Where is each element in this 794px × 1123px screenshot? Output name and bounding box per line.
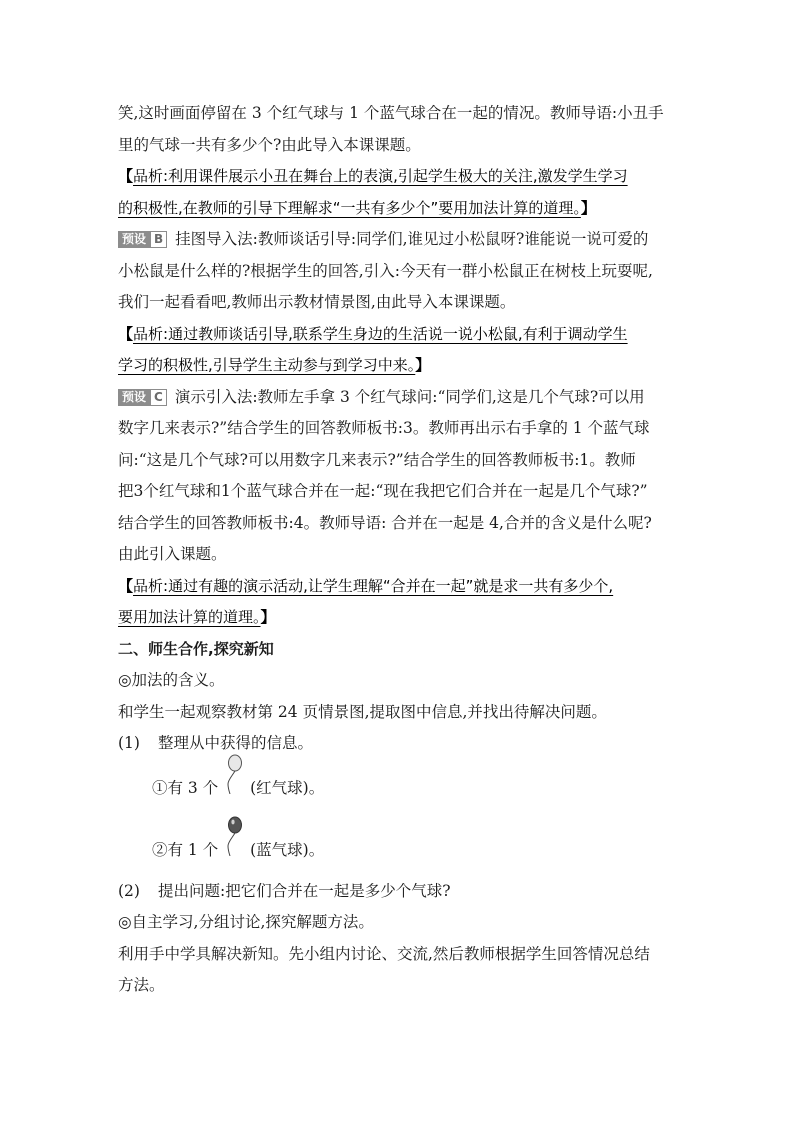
para-line: 和学生一起观察教材第 24 页情景图,提取图中信息,并找出待解决问题。 xyxy=(118,702,607,721)
light-balloon-icon xyxy=(223,754,245,794)
para-line: 方法。 xyxy=(118,976,165,994)
analysis-text: 品析:通过有趣的演示活动,让学生理解“合并在一起”就是求一共有多少个, xyxy=(133,576,614,595)
para-line: 里的气球一共有多少个?由此导入本课课题。 xyxy=(118,135,421,154)
analysis-block-3: 【品析:通过有趣的演示活动,让学生理解“合并在一起”就是求一共有多少个, xyxy=(118,576,614,595)
para-line: 利用手中学具解决新知。先小组内讨论、交流,然后教师根据学生回答情况总结 xyxy=(118,944,650,963)
analysis-text: 品析:利用课件展示小丑在舞台上的表演,引起学生极大的关注,激发学生学习 xyxy=(133,167,628,185)
section-heading: 二、师生合作,探究新知 xyxy=(118,639,274,658)
para-line: 我们一起看看吧,教师出示教材情景图,由此导入本课课题。 xyxy=(118,293,516,311)
para-line: 结合学生的回答教师板书:4。教师导语: 合并在一起是 4,合并的含义是什么呢? xyxy=(118,513,652,532)
preset-badge: 预设 B xyxy=(118,231,167,248)
para-line: 问:“这是几个气球?可以用数字几来表示?”结合学生的回答教师板书:1。教师 xyxy=(118,450,636,469)
para-line: 由此引入课题。 xyxy=(118,545,227,563)
preset-badge: 预设 C xyxy=(118,389,167,406)
preset-letter: C xyxy=(150,389,167,406)
analysis-block-1-cont: 的积极性,在教师的引导下理解求“一共有多少个”要用加法计算的道理。】 xyxy=(118,198,596,217)
analysis-block-2-cont: 学习的积极性,引导学生主动参与到学习中来。】 xyxy=(118,356,431,374)
para-line: 小松鼠是什么样的?根据学生的回答,引入:今天有一群小松鼠正在树枝上玩耍呢, xyxy=(118,261,653,280)
analysis-text: 要用加法计算的道理。 xyxy=(118,608,261,626)
preset-letter: B xyxy=(150,231,167,248)
analysis-text: 的积极性,在教师的引导下理解求“一共有多少个”要用加法计算的道理。 xyxy=(118,198,581,217)
numbered-item-1: (1) 整理从中获得的信息。 xyxy=(118,734,314,752)
analysis-block-1: 【品析:利用课件展示小丑在舞台上的表演,引起学生极大的关注,激发学生学习 xyxy=(118,167,628,185)
document-content xyxy=(118,98,694,1002)
bullet-item: ◎自主学习,分组讨论,探究解题方法。 xyxy=(118,913,374,931)
analysis-block-3-cont: 要用加法计算的道理。】 xyxy=(118,608,276,626)
preset-b: 预设 B 挂图导入法:教师谈话引导:同学们,谁见过小松鼠呀?谁能说一说可爱的 xyxy=(118,224,694,256)
bullet-item: ◎加法的含义。 xyxy=(118,671,225,689)
analysis-block-2: 【品析:通过教师谈话引导,联系学生身边的生活说一说小松鼠,有利于调动学生 xyxy=(118,324,628,343)
analysis-text: 品析:通过教师谈话引导,联系学生身边的生活说一说小松鼠,有利于调动学生 xyxy=(133,324,628,343)
preset-c: 预设 C 演示引入法:教师左手拿 3 个红气球问:“同学们,这是几个气球?可以用 xyxy=(118,382,694,414)
para-line: 数字几来表示?”结合学生的回答教师板书:3。教师再出示右手拿的 1 个蓝气球 xyxy=(118,419,650,437)
para-line: 笑,这时画面停留在 3 个红气球与 1 个蓝气球合在一起的情况。教师导语:小丑手 xyxy=(118,104,664,122)
para-line: 把3个红气球和1个蓝气球合并在一起:“现在我把它们合并在一起是几个气球?” xyxy=(118,482,648,500)
analysis-text: 学习的积极性,引导学生主动参与到学习中来。 xyxy=(118,356,416,374)
dark-balloon-icon xyxy=(223,816,245,856)
red-balloon-row: ①有 3 个 (红气球)。 xyxy=(118,760,694,814)
numbered-item-2: (2) 提出问题:把它们合并在一起是多少个气球? xyxy=(118,881,451,900)
blue-balloon-row: ②有 1 个 (蓝气球)。 xyxy=(118,822,694,876)
